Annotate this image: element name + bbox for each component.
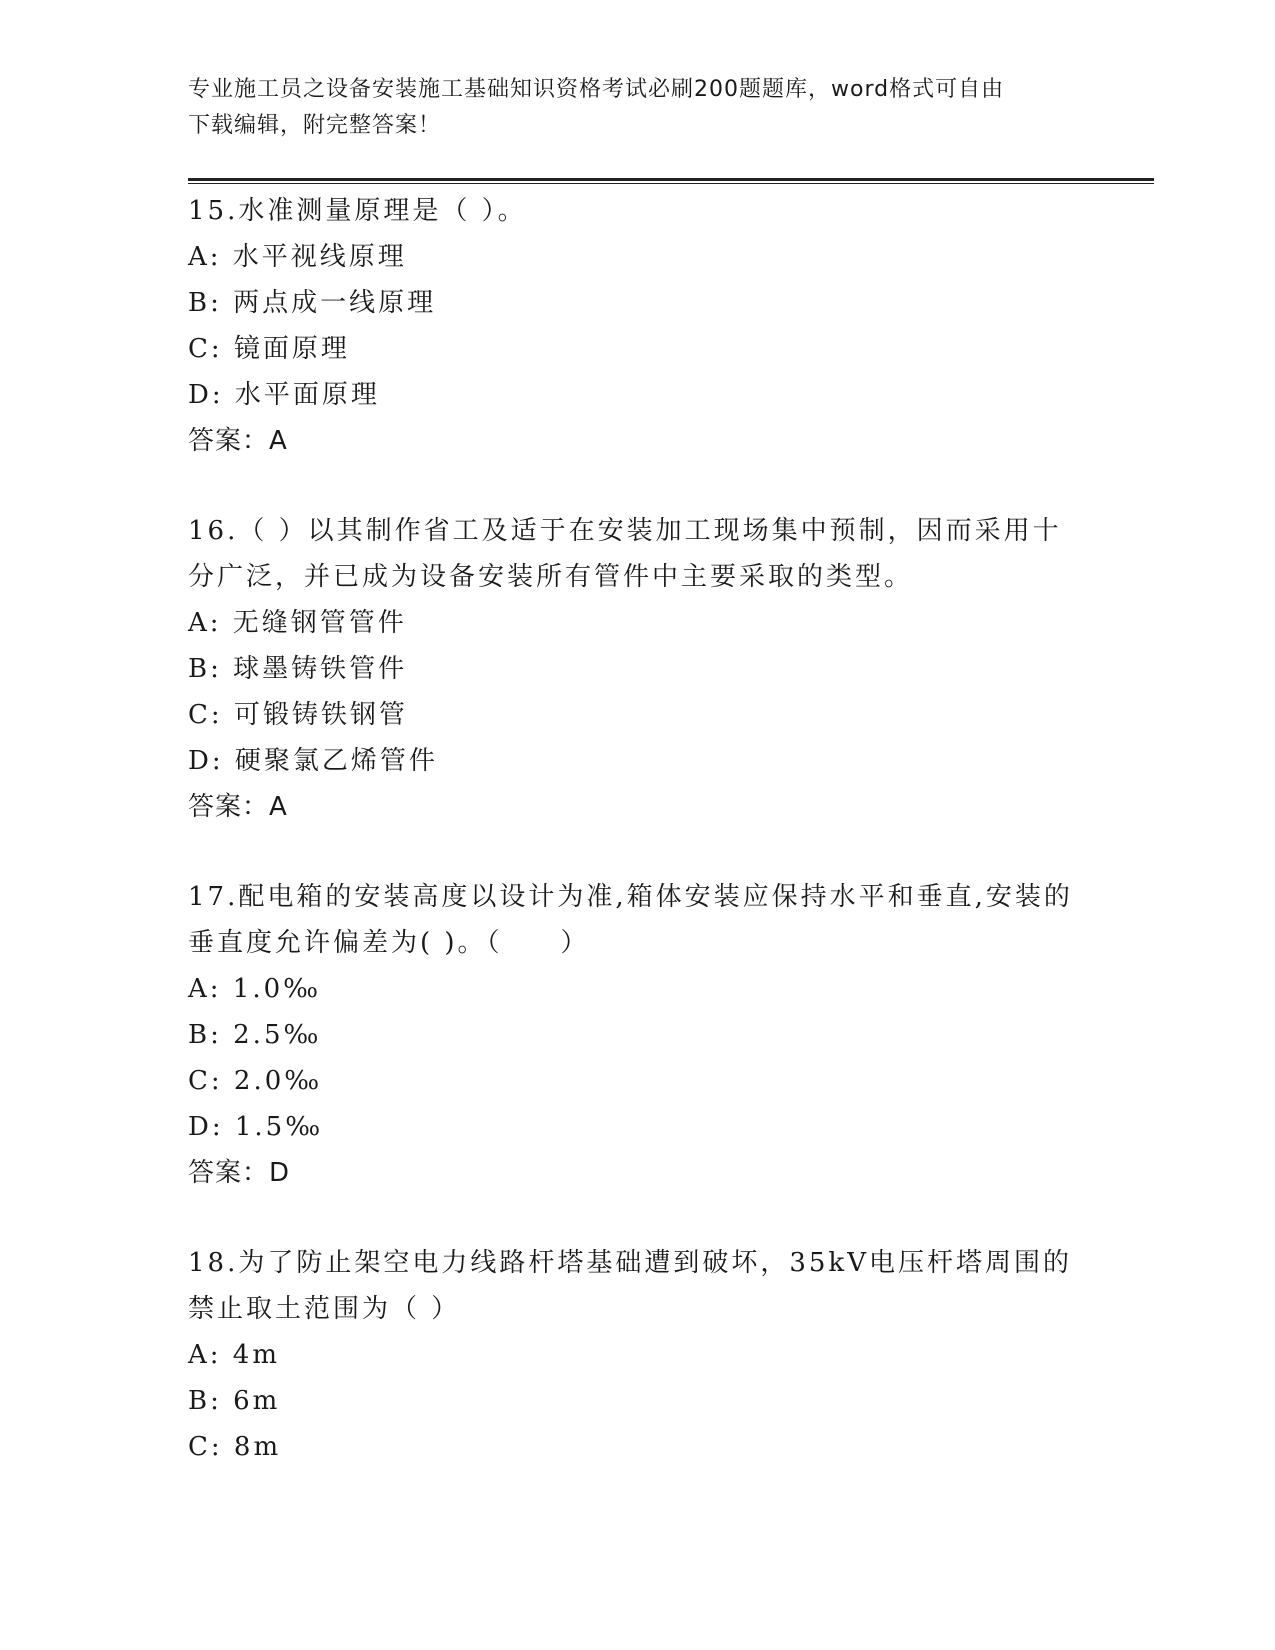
- option-d: D: 水平面原理: [188, 380, 380, 410]
- question-stem: 16.（ ）以其制作省工及适于在安装加工现场集中预制，因而采用十分广泛，并已成为设备安装所有管件中主要采取的类型。: [188, 516, 1062, 592]
- option-b: B: 2.5‰: [188, 1020, 322, 1050]
- option-d: D: 1.5‰: [188, 1112, 324, 1142]
- question-15: [188, 188, 1088, 464]
- question-stem: 18.为了防止架空电力线路杆塔基础遭到破坏，35kV电压杆塔周围的禁止取土范围为（ ）: [188, 1248, 1072, 1324]
- answer-line: 答案：A: [188, 792, 288, 822]
- option-c: C: 8m: [188, 1432, 282, 1462]
- option-c: C: 镜面原理: [188, 334, 350, 364]
- question-stem: 17.配电箱的安装高度以设计为准,箱体安装应保持水平和垂直,安装的垂直度允许偏差为( )。（ ）: [188, 882, 1073, 958]
- option-c: C: 2.0‰: [188, 1066, 323, 1096]
- option-a: A: 水平视线原理: [188, 242, 407, 272]
- option-a: A: 1.0‰: [188, 974, 322, 1004]
- option-a: A: 4m: [188, 1340, 280, 1370]
- option-b: B: 球墨铸铁管件: [188, 654, 408, 684]
- option-d: D: 硬聚氯乙烯管件: [188, 746, 438, 776]
- answer-line: 答案：A: [188, 426, 288, 456]
- header-divider-thin: [188, 183, 1154, 184]
- question-list: [188, 188, 1088, 1470]
- option-c: C: 可锻铸铁钢管: [188, 700, 408, 730]
- header-divider: [188, 178, 1154, 181]
- question-stem: 15.水准测量原理是（ ）。: [188, 196, 527, 226]
- answer-line: 答案：D: [188, 1158, 291, 1188]
- document-header: [188, 72, 1088, 144]
- option-b: B: 两点成一线原理: [188, 288, 437, 318]
- question-18: [188, 1240, 1088, 1470]
- option-b: B: 6m: [188, 1386, 281, 1416]
- header-line-2: 下载编辑，附完整答案！: [188, 113, 442, 138]
- header-line-1: 专业施工员之设备安装施工基础知识资格考试必刷200题题库，word格式可自由: [188, 77, 1005, 102]
- question-16: [188, 508, 1088, 830]
- question-17: [188, 874, 1088, 1196]
- option-a: A: 无缝钢管管件: [188, 608, 407, 638]
